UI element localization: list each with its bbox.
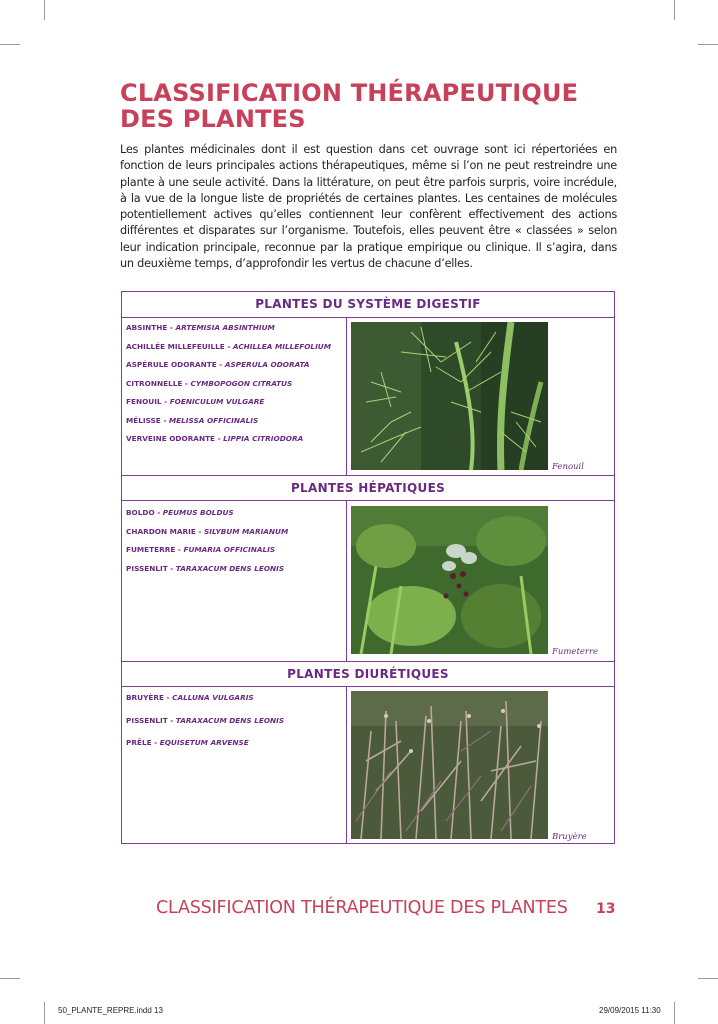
crop-mark — [698, 44, 718, 45]
intro-paragraph: Les plantes médicinales dont il est question dans cet ouvrage sont ici répertoriées en fonction de leurs principales actions thérapeutiques, même si l’on ne peut restreindre une plante à une seule activité. Dans la littérature, on peut être parfois surpris, voire incrédule, à la vue de la longue liste de propriétés de certaines plantes. Les centaines de molécules potentiellement actives qu’elles contiennent leur confèrent effectivement des actions différentes et disparates sur l’organisme. Toutefois, elles peuvent être « classées » selon leur indication principale, reconnue par la pratique empirique ou clinique. Il s’agira, dans un deuxième temps, d’approfondir les vertus de chacune d’elles. — [120, 143, 617, 271]
list-item: FUMETERRE - FUMARIA OFFICINALIS — [126, 545, 276, 554]
crop-mark — [674, 1002, 675, 1024]
section-heading-hepatic: PLANTES HÉPATIQUES — [122, 475, 614, 501]
running-footer-title: CLASSIFICATION THÉRAPEUTIQUE DES PLANTES — [156, 898, 568, 918]
list-item: ABSINTHE - ARTEMISIA ABSINTHIUM — [126, 323, 275, 332]
crop-mark — [0, 978, 20, 979]
page-title: CLASSIFICATION THÉRAPEUTIQUE DES PLANTES — [120, 79, 579, 133]
slug-datetime: 29/09/2015 11:30 — [599, 1006, 661, 1015]
list-item: PRÊLE - EQUISETUM ARVENSE — [126, 738, 249, 747]
section-heading-diuretic: PLANTES DIURÉTIQUES — [122, 661, 614, 687]
list-item: ASPÉRULE ODORANTE - ASPERULA ODORATA — [126, 360, 310, 369]
list-item: BRUYÈRE - CALLUNA VULGARIS — [126, 693, 254, 702]
page-number: 13 — [596, 901, 616, 917]
plant-list-hepatic — [126, 508, 344, 573]
fennel-photo — [351, 322, 548, 470]
crop-mark — [44, 0, 45, 20]
crop-mark — [674, 0, 675, 20]
list-item: PISSENLIT - TARAXACUM DENS LEONIS — [126, 563, 285, 573]
fumitory-photo — [351, 506, 548, 654]
crop-mark — [698, 978, 718, 979]
plant-list-diuretic — [126, 693, 344, 747]
list-item: FENOUIL - FOENICULUM VULGARE — [126, 397, 265, 406]
photo-caption: Bruyère — [552, 832, 587, 842]
list-item: BOLDO - PEUMUS BOLDUS — [126, 508, 234, 517]
heather-photo — [351, 691, 548, 839]
list-item: MÉLISSE - MELISSA OFFICINALIS — [126, 415, 259, 425]
column-divider — [346, 501, 347, 661]
column-divider — [346, 318, 347, 475]
column-divider — [346, 687, 347, 843]
list-item: CHARDON MARIE - SILYBUM MARIANUM — [126, 526, 289, 536]
crop-mark — [0, 44, 20, 45]
list-item: PISSENLIT - TARAXACUM DENS LEONIS — [126, 715, 285, 725]
photo-caption: Fenouil — [552, 462, 584, 472]
list-item: VERVEINE ODORANTE - LIPPIA CITRIODORA — [126, 434, 304, 443]
crop-mark — [44, 1002, 45, 1024]
list-item: CITRONNELLE - CYMBOPOGON CITRATUS — [126, 378, 293, 388]
list-item: ACHILLÉE MILLEFEUILLE - ACHILLEA MILLEFOLIUM — [126, 341, 331, 351]
plant-list-digestive — [126, 323, 344, 443]
photo-caption: Fumeterre — [552, 647, 599, 657]
plant-classification-table — [121, 291, 615, 844]
slug-filename: 50_PLANTE_REPRE.indd 13 — [58, 1006, 163, 1015]
section-heading-digestive: PLANTES DU SYSTÈME DIGESTIF — [122, 292, 614, 318]
